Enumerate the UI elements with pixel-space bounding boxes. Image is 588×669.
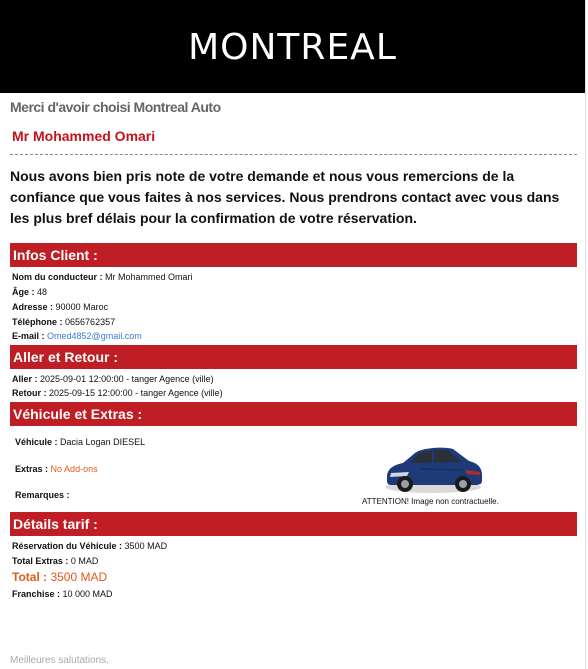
vehicle-row <box>15 436 145 448</box>
email-row <box>12 330 142 342</box>
extras-value: No Add-ons <box>50 464 98 474</box>
return-label: Retour : <box>12 388 47 398</box>
deductible-value: 10 000 MAD <box>62 589 113 599</box>
section-pricing-header: Détails tarif : <box>10 512 577 536</box>
outbound-label: Aller : <box>12 374 38 384</box>
customer-name: Mr Mohammed Omari <box>12 128 156 144</box>
address-value: 90000 Maroc <box>55 302 109 312</box>
deductible-label: Franchise : <box>12 589 61 599</box>
remarks-row <box>15 489 70 501</box>
extras-total-label: Total Extras : <box>12 556 69 566</box>
total-value: 3500 MAD <box>50 570 108 584</box>
remarks-label: Remarques : <box>15 490 70 500</box>
vehicle-value: Dacia Logan DIESEL <box>60 437 146 447</box>
phone-value: 0656762357 <box>65 317 116 327</box>
outbound-row <box>12 373 214 385</box>
phone-row <box>12 316 115 328</box>
phone-label: Téléphone : <box>12 317 63 327</box>
email-label: E-mail : <box>12 331 45 341</box>
return-row <box>12 387 223 399</box>
age-value: 48 <box>37 287 48 297</box>
extras-row <box>15 463 98 475</box>
divider <box>10 154 577 155</box>
age-label: Âge : <box>12 287 35 297</box>
driver-value: Mr Mohammed Omari <box>105 272 193 282</box>
total-label: Total : <box>12 570 48 584</box>
intro-paragraph: Nous avons bien pris note de votre demande et nous vous remercions de la confiance que vous faites à nos services. Nous prendrons contact avec vous dans les plus bref délais pour la confirmation de votre réservation. <box>10 168 560 226</box>
page-border <box>585 0 586 669</box>
section-trip-header: Aller et Retour : <box>10 345 577 369</box>
return-value: 2025-09-15 12:00:00 - tanger Agence (ville) <box>49 388 223 398</box>
closing-text: Meilleures salutations, <box>10 655 109 666</box>
deductible-row <box>12 588 113 600</box>
driver-row <box>12 271 193 283</box>
driver-label: Nom du conducteur : <box>12 272 103 282</box>
outbound-value: 2025-09-01 12:00:00 - tanger Agence (ville) <box>40 374 214 384</box>
extras-total-value: 0 MAD <box>70 556 99 566</box>
address-label: Adresse : <box>12 302 54 312</box>
car-image <box>381 437 485 497</box>
brand-logo: MONTREAL <box>188 27 397 68</box>
vehicle-price-value: 3500 MAD <box>124 541 168 551</box>
vehicle-price-label: Réservation du Véhicule : <box>12 541 123 551</box>
vehicle-label: Véhicule : <box>15 437 58 447</box>
total-row <box>12 570 107 584</box>
age-row <box>12 286 47 298</box>
image-disclaimer: ATTENTION! Image non contractuelle. <box>362 497 499 506</box>
section-vehicle-header: Véhicule et Extras : <box>10 402 577 426</box>
thanks-heading: Merci d'avoir choisi Montreal Auto <box>10 99 221 115</box>
section-client-header: Infos Client : <box>10 243 577 267</box>
extras-label: Extras : <box>15 464 49 474</box>
address-row <box>12 301 108 313</box>
extras-total-row <box>12 555 98 567</box>
email-link[interactable]: Omed4852@gmail.com <box>47 331 142 341</box>
vehicle-price-row <box>12 540 167 552</box>
email-header <box>0 0 585 93</box>
